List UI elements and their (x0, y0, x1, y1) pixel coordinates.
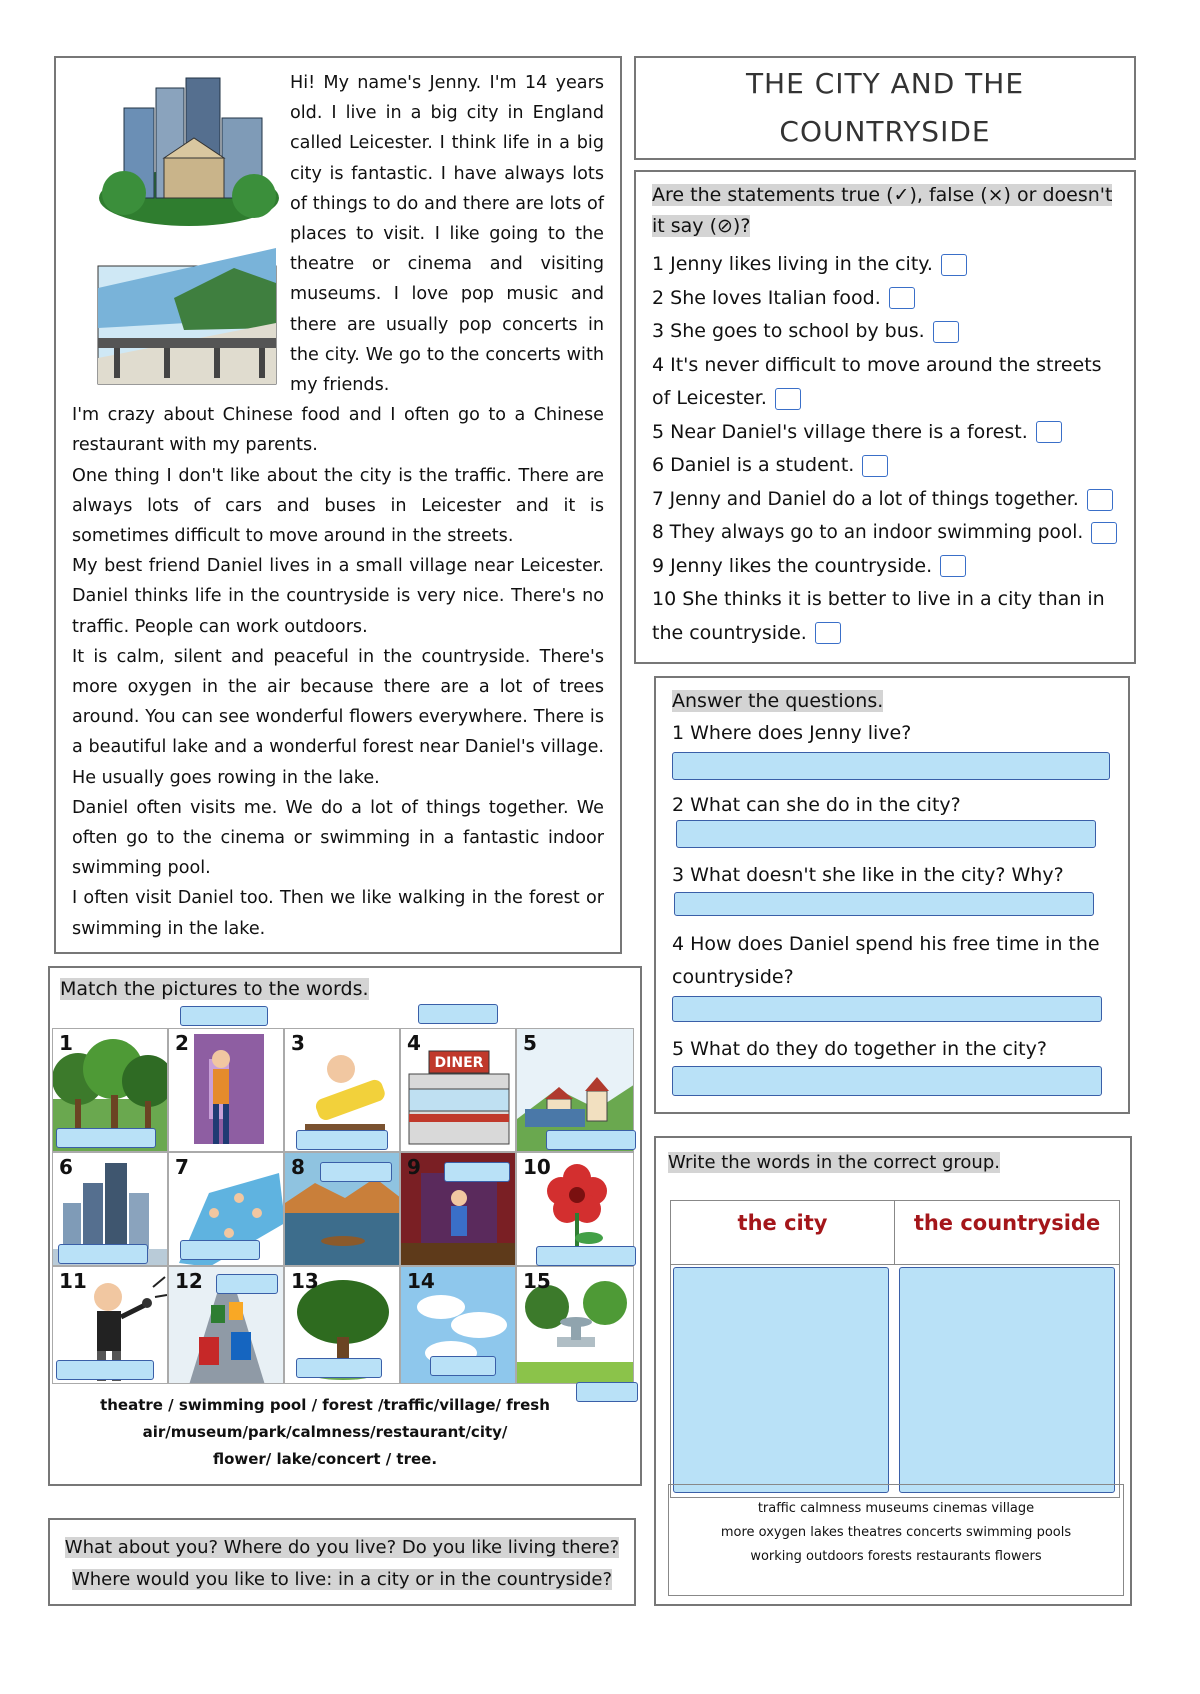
diner-sign-text: DINER (434, 1055, 484, 1071)
picture-cell-15 (516, 1266, 634, 1384)
statements-box (634, 170, 1136, 664)
match-field-13[interactable] (296, 1358, 382, 1378)
match-box (48, 966, 642, 1486)
match-field-3[interactable] (296, 1130, 388, 1150)
questions-box (654, 676, 1130, 1114)
reading-box (54, 56, 622, 954)
answer-field-3[interactable] (674, 892, 1094, 916)
question-4: 4 How does Daniel spend his free time in the countryside? (672, 933, 1100, 988)
statement-item: 6 Daniel is a student. (652, 449, 1118, 483)
answer-checkbox-9[interactable] (940, 555, 966, 577)
reading-paragraph-2: I'm crazy about Chinese food and I often go to a Chinese restaurant with my parents. (72, 405, 604, 456)
answer-checkbox-4[interactable] (775, 388, 801, 410)
statement-item: 1 Jenny likes living in the city. (652, 248, 1118, 282)
statements-heading: Are the statements true (✓), false (×) or doesn't it say (⊘)? (652, 184, 1113, 237)
groups-table (670, 1200, 1120, 1498)
match-field-1[interactable] (56, 1128, 156, 1148)
statement-item: 8 They always go to an indoor swimming pool. (652, 516, 1118, 550)
picture-number: 5 (523, 1031, 537, 1055)
match-field-11[interactable] (56, 1360, 154, 1380)
match-field-14[interactable] (430, 1356, 496, 1376)
questions-heading: Answer the questions. (672, 690, 884, 712)
city-and-bridge-illustration (94, 68, 280, 386)
group-header-countryside: the countryside (913, 1211, 1101, 1235)
match-field-6[interactable] (58, 1244, 148, 1264)
statement-item: 3 She goes to school by bus. (652, 315, 1118, 349)
city-skyline-picture (94, 68, 280, 386)
reading-text (72, 68, 604, 944)
statement-item: 9 Jenny likes the countryside. (652, 550, 1118, 584)
match-field-5[interactable] (546, 1130, 636, 1150)
picture-cell-2 (168, 1028, 284, 1152)
reading-paragraph-intro: Hi! My name's Jenny. I'm 14 years old. I live in a big city in England called Leicester. I think life in a big city is fantastic. I have always lots of things to do and there are lots of places to visit. I like going to the theatre or cinema and visiting museums. I love pop music and there are usually pop concerts in the city. We go to the concerts with my friends. (290, 73, 604, 396)
picture-number: 13 (291, 1269, 319, 1293)
reading-paragraph-7: I often visit Daniel too. Then we like walking in the forest or swimming in the lake. (72, 888, 604, 939)
groups-box (654, 1136, 1132, 1606)
picture-cell-4 (400, 1028, 516, 1152)
answer-checkbox-6[interactable] (862, 455, 888, 477)
page-title-line-2: COUNTRYSIDE (779, 115, 991, 148)
reading-paragraph-6: Daniel often visits me. We do a lot of things together. We often go to the cinema or swimming in a fantastic indoor swimming pool. (72, 797, 604, 879)
group-header-city: the city (737, 1211, 828, 1235)
match-word-list: theatre / swimming pool / forest /traffic/village/ fresh air/museum/park/calmness/restaurant/city/ flower/ lake/concert / tree. (100, 1396, 550, 1468)
statement-item: 7 Jenny and Daniel do a lot of things together. (652, 483, 1118, 517)
match-field-8[interactable] (320, 1162, 392, 1182)
title-box (634, 56, 1136, 160)
match-field-7[interactable] (180, 1240, 260, 1260)
question-1: 1 Where does Jenny live? (672, 722, 912, 744)
answer-field-2[interactable] (676, 820, 1096, 848)
picture-number: 9 (407, 1155, 421, 1179)
reading-paragraph-5: It is calm, silent and peaceful in the countryside. There's more oxygen in the air because there are a lot of trees around. You can see wonderful flowers everywhere. There is a beautiful lake and a wonderful forest near Daniel's village. He usually goes rowing in the lake. (72, 646, 604, 788)
reading-paragraph-3: One thing I don't like about the city is the traffic. There are always lots of cars and buses in Leicester and it is sometimes difficult to move around in the streets. (72, 465, 604, 547)
picture-number: 3 (291, 1031, 305, 1055)
picture-number: 14 (407, 1269, 435, 1293)
about-you-question-2: Where would you like to live: in a city or in the countryside? (71, 1569, 613, 1590)
countryside-group-field[interactable] (899, 1267, 1115, 1493)
answer-checkbox-3[interactable] (933, 321, 959, 343)
answer-checkbox-8[interactable] (1091, 522, 1117, 544)
answer-checkbox-10[interactable] (815, 622, 841, 644)
about-you-question-1: What about you? Where do you live? Do you like living there? (64, 1537, 620, 1558)
answer-field-4[interactable] (672, 996, 1102, 1022)
picture-number: 4 (407, 1031, 421, 1055)
picture-number: 2 (175, 1031, 189, 1055)
picture-number: 15 (523, 1269, 551, 1293)
statement-item: 10 She thinks it is better to live in a city than in the countryside. (652, 588, 1105, 644)
match-field-10[interactable] (536, 1246, 636, 1266)
match-field-15[interactable] (576, 1382, 638, 1402)
reading-paragraph-4: My best friend Daniel lives in a small village near Leicester. Daniel thinks life in the countryside is very nice. There's no traffic. People can work outdoors. (72, 556, 604, 637)
answer-field-1[interactable] (672, 752, 1110, 780)
match-field-9[interactable] (444, 1162, 510, 1182)
about-you-box (48, 1518, 636, 1606)
statement-item: 4 It's never difficult to move around the streets of Leicester. (652, 353, 1102, 409)
question-3: 3 What doesn't she like in the city? Why? (672, 864, 1064, 886)
picture-number: 10 (523, 1155, 551, 1179)
picture-number: 8 (291, 1155, 305, 1179)
page-title-line-1: THE CITY AND THE (745, 67, 1025, 100)
answer-checkbox-7[interactable] (1087, 489, 1113, 511)
answer-checkbox-1[interactable] (941, 254, 967, 276)
answer-checkbox-2[interactable] (889, 287, 915, 309)
groups-heading: Write the words in the correct group. (668, 1152, 1000, 1173)
answer-checkbox-5[interactable] (1036, 421, 1062, 443)
match-heading: Match the pictures to the words. (60, 978, 369, 1000)
statement-item: 5 Near Daniel's village there is a forest. (652, 416, 1118, 450)
match-field-a[interactable] (180, 1006, 268, 1026)
answer-field-5[interactable] (672, 1066, 1102, 1096)
question-5: 5 What do they do together in the city? (672, 1038, 1047, 1060)
question-2: 2 What can she do in the city? (672, 794, 961, 816)
picture-number: 11 (59, 1269, 87, 1293)
statement-item: 2 She loves Italian food. (652, 282, 1118, 316)
word-bank: traffic calmness museums cinemas village more oxygen lakes theatres concerts swimming pools working outdoors forests restaurants flowers (668, 1484, 1124, 1596)
statements-content (652, 180, 1118, 650)
picture-number: 12 (175, 1269, 203, 1293)
match-field-b[interactable] (418, 1004, 498, 1024)
city-group-field[interactable] (673, 1267, 889, 1493)
picture-number: 1 (59, 1031, 73, 1055)
picture-number: 6 (59, 1155, 73, 1179)
picture-number: 7 (175, 1155, 189, 1179)
match-field-12[interactable] (216, 1274, 278, 1294)
